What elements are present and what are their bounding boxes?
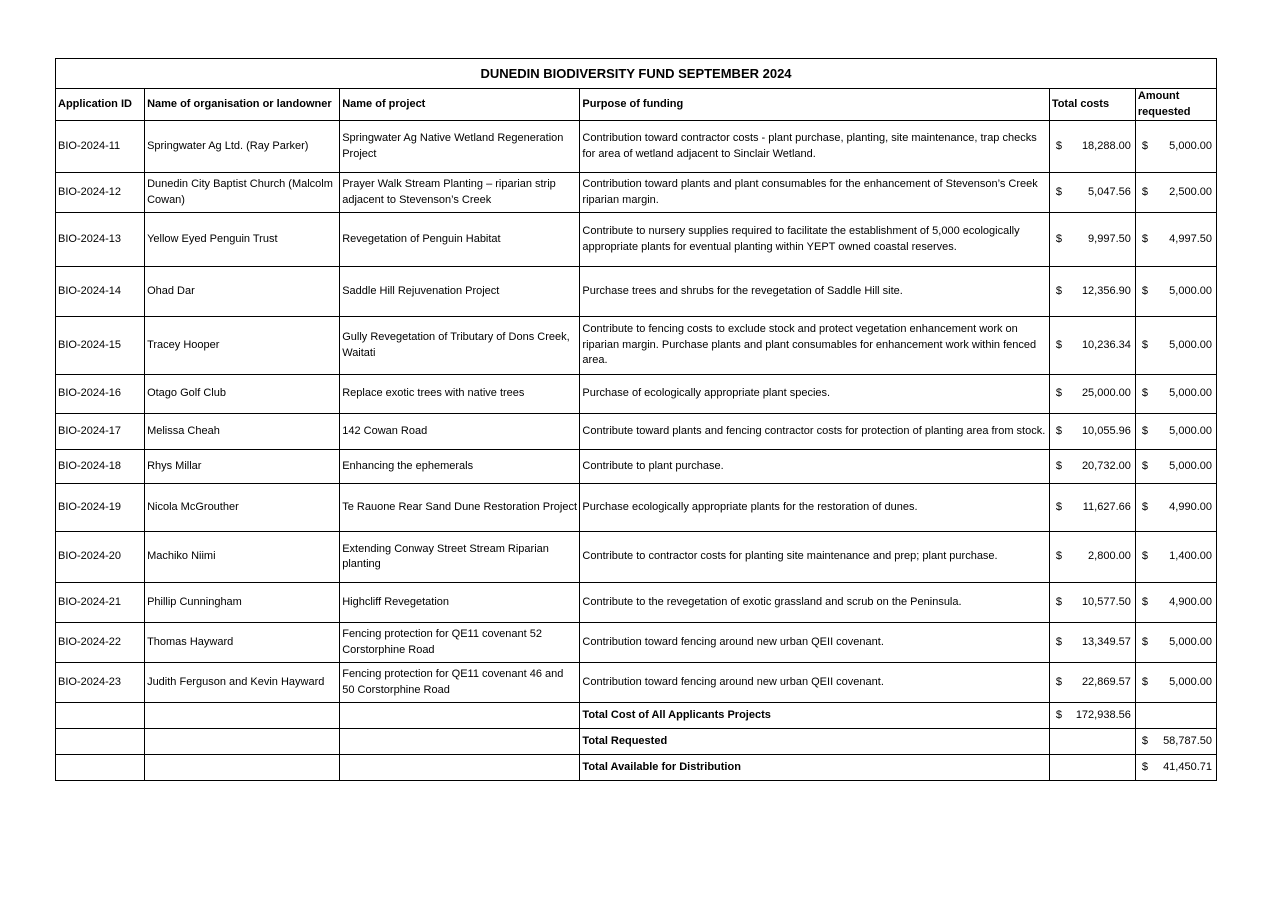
cell-amount-requested bbox=[1135, 375, 1216, 414]
cell-application-id: BIO-2024-11 bbox=[56, 121, 145, 173]
total-requested-row bbox=[56, 729, 1217, 755]
cell-total-costs bbox=[1049, 213, 1135, 267]
header-project: Name of project bbox=[340, 89, 580, 121]
total-value: 25,000.00 bbox=[1081, 387, 1131, 400]
total-available-label: Total Available for Distribution bbox=[580, 755, 1049, 781]
amount-value: 2,500.00 bbox=[1169, 185, 1212, 198]
total-requested-value: 58,787.50 bbox=[1163, 734, 1212, 747]
currency-symbol: $ bbox=[1141, 734, 1148, 747]
cell-organisation: Dunedin City Baptist Church (Malcolm Cowan) bbox=[145, 173, 340, 213]
currency-symbol: $ bbox=[1055, 185, 1062, 198]
amount-value: 4,900.00 bbox=[1169, 595, 1212, 608]
total-available-value: 41,450.71 bbox=[1163, 760, 1212, 773]
total-value: 20,732.00 bbox=[1081, 459, 1131, 472]
funding-table bbox=[55, 58, 1217, 781]
total-requested-label: Total Requested bbox=[580, 729, 1049, 755]
empty-cell bbox=[340, 703, 580, 729]
cell-organisation: Yellow Eyed Penguin Trust bbox=[145, 213, 340, 267]
table-row bbox=[56, 450, 1217, 484]
currency-symbol: $ bbox=[1141, 550, 1148, 563]
cell-purpose: Contribute to contractor costs for planting site maintenance and prep; plant purchase. bbox=[580, 532, 1049, 583]
cell-project: Gully Revegetation of Tributary of Dons Creek, Waitati bbox=[340, 317, 580, 375]
cell-project: Replace exotic trees with native trees bbox=[340, 375, 580, 414]
cell-project: Revegetation of Penguin Habitat bbox=[340, 213, 580, 267]
amount-value: 1,400.00 bbox=[1169, 550, 1212, 563]
currency-symbol: $ bbox=[1141, 424, 1148, 437]
cell-amount-requested bbox=[1135, 532, 1216, 583]
total-cost-value: 172,938.56 bbox=[1075, 708, 1131, 721]
empty-cell bbox=[56, 755, 145, 781]
total-value: 10,236.34 bbox=[1081, 338, 1131, 351]
table-body bbox=[56, 121, 1217, 781]
cell-total-costs bbox=[1049, 663, 1135, 703]
cell-organisation: Nicola McGrouther bbox=[145, 484, 340, 532]
currency-symbol: $ bbox=[1141, 232, 1148, 245]
cell-application-id: BIO-2024-14 bbox=[56, 267, 145, 317]
cell-amount-requested bbox=[1135, 121, 1216, 173]
total-available-row bbox=[56, 755, 1217, 781]
cell-project: 142 Cowan Road bbox=[340, 414, 580, 450]
cell-application-id: BIO-2024-18 bbox=[56, 450, 145, 484]
cell-application-id: BIO-2024-23 bbox=[56, 663, 145, 703]
cell-purpose: Contribute to nursery supplies required to facilitate the establishment of 5,000 ecologically appropriate plants for eventual planting within YEPT owned coastal reserves. bbox=[580, 213, 1049, 267]
empty-cell bbox=[145, 729, 340, 755]
table-row bbox=[56, 663, 1217, 703]
total-value: 12,356.90 bbox=[1081, 284, 1131, 297]
amount-value: 4,990.00 bbox=[1169, 500, 1212, 513]
currency-symbol: $ bbox=[1141, 500, 1148, 513]
cell-project: Fencing protection for QE11 covenant 52 Corstorphine Road bbox=[340, 623, 580, 663]
empty-cell bbox=[56, 729, 145, 755]
currency-symbol: $ bbox=[1141, 760, 1148, 773]
cell-application-id: BIO-2024-15 bbox=[56, 317, 145, 375]
amount-value: 5,000.00 bbox=[1169, 338, 1212, 351]
cell-project: Highcliff Revegetation bbox=[340, 583, 580, 623]
cell-total-costs bbox=[1049, 317, 1135, 375]
cell-organisation: Rhys Millar bbox=[145, 450, 340, 484]
table-row bbox=[56, 267, 1217, 317]
currency-symbol: $ bbox=[1055, 550, 1062, 563]
total-value: 10,577.50 bbox=[1081, 595, 1131, 608]
currency-symbol: $ bbox=[1141, 675, 1148, 688]
amount-value: 5,000.00 bbox=[1169, 387, 1212, 400]
amount-value: 5,000.00 bbox=[1169, 424, 1212, 437]
header-total-costs: Total costs bbox=[1049, 89, 1135, 121]
currency-symbol: $ bbox=[1055, 635, 1062, 648]
header-organisation: Name of organisation or landowner bbox=[145, 89, 340, 121]
currency-symbol: $ bbox=[1141, 635, 1148, 648]
header-purpose: Purpose of funding bbox=[580, 89, 1049, 121]
currency-symbol: $ bbox=[1055, 459, 1062, 472]
total-value: 5,047.56 bbox=[1088, 185, 1131, 198]
cell-organisation: Phillip Cunningham bbox=[145, 583, 340, 623]
amount-value: 5,000.00 bbox=[1169, 675, 1212, 688]
currency-symbol: $ bbox=[1055, 708, 1062, 721]
empty-cell bbox=[1049, 755, 1135, 781]
currency-symbol: $ bbox=[1055, 139, 1062, 152]
cell-purpose: Contribution toward fencing around new urban QEII covenant. bbox=[580, 663, 1049, 703]
table-row bbox=[56, 532, 1217, 583]
cell-total-costs bbox=[1049, 173, 1135, 213]
cell-amount-requested bbox=[1135, 173, 1216, 213]
cell-organisation: Thomas Hayward bbox=[145, 623, 340, 663]
cell-purpose: Contribute to fencing costs to exclude stock and protect vegetation enhancement work on riparian margin. Purchase plants and plant consumables for enhancement work within fenced area. bbox=[580, 317, 1049, 375]
cell-application-id: BIO-2024-17 bbox=[56, 414, 145, 450]
currency-symbol: $ bbox=[1141, 139, 1148, 152]
currency-symbol: $ bbox=[1055, 387, 1062, 400]
cell-total-costs bbox=[1049, 450, 1135, 484]
cell-purpose: Contribution toward fencing around new urban QEII covenant. bbox=[580, 623, 1049, 663]
table-title: DUNEDIN BIODIVERSITY FUND SEPTEMBER 2024 bbox=[56, 59, 1217, 89]
cell-organisation: Tracey Hooper bbox=[145, 317, 340, 375]
cell-purpose: Contribution toward contractor costs - plant purchase, planting, site maintenance, trap checks for area of wetland adjacent to Sinclair Wetland. bbox=[580, 121, 1049, 173]
total-value: 2,800.00 bbox=[1088, 550, 1131, 563]
cell-total-costs bbox=[1049, 267, 1135, 317]
cell-total-costs bbox=[1049, 583, 1135, 623]
cell-amount-requested bbox=[1135, 623, 1216, 663]
empty-cell bbox=[1049, 729, 1135, 755]
empty-cell bbox=[1135, 703, 1216, 729]
cell-application-id: BIO-2024-20 bbox=[56, 532, 145, 583]
total-requested-cell bbox=[1135, 729, 1216, 755]
cell-total-costs bbox=[1049, 484, 1135, 532]
total-value: 10,055.96 bbox=[1081, 424, 1131, 437]
table-row bbox=[56, 173, 1217, 213]
cell-project: Saddle Hill Rejuvenation Project bbox=[340, 267, 580, 317]
cell-purpose: Purchase trees and shrubs for the revegetation of Saddle Hill site. bbox=[580, 267, 1049, 317]
table-row bbox=[56, 484, 1217, 532]
cell-amount-requested bbox=[1135, 663, 1216, 703]
cell-application-id: BIO-2024-21 bbox=[56, 583, 145, 623]
table-row bbox=[56, 583, 1217, 623]
cell-total-costs bbox=[1049, 414, 1135, 450]
cell-amount-requested bbox=[1135, 317, 1216, 375]
cell-project: Springwater Ag Native Wetland Regeneration Project bbox=[340, 121, 580, 173]
table-row bbox=[56, 317, 1217, 375]
amount-value: 5,000.00 bbox=[1169, 459, 1212, 472]
currency-symbol: $ bbox=[1141, 338, 1148, 351]
table-row bbox=[56, 121, 1217, 173]
header-amount-requested: Amount requested bbox=[1135, 89, 1216, 121]
cell-organisation: Otago Golf Club bbox=[145, 375, 340, 414]
cell-application-id: BIO-2024-12 bbox=[56, 173, 145, 213]
amount-value: 5,000.00 bbox=[1169, 139, 1212, 152]
cell-amount-requested bbox=[1135, 213, 1216, 267]
currency-symbol: $ bbox=[1055, 338, 1062, 351]
cell-project: Prayer Walk Stream Planting – riparian strip adjacent to Stevenson’s Creek bbox=[340, 173, 580, 213]
total-cost-row bbox=[56, 703, 1217, 729]
table-row bbox=[56, 623, 1217, 663]
currency-symbol: $ bbox=[1055, 232, 1062, 245]
total-value: 11,627.66 bbox=[1082, 500, 1131, 513]
empty-cell bbox=[145, 755, 340, 781]
total-value: 22,869.57 bbox=[1081, 675, 1131, 688]
amount-value: 5,000.00 bbox=[1169, 284, 1212, 297]
total-cost-cell bbox=[1049, 703, 1135, 729]
cell-project: Enhancing the ephemerals bbox=[340, 450, 580, 484]
cell-amount-requested bbox=[1135, 414, 1216, 450]
cell-amount-requested bbox=[1135, 267, 1216, 317]
currency-symbol: $ bbox=[1055, 500, 1062, 513]
cell-total-costs bbox=[1049, 375, 1135, 414]
currency-symbol: $ bbox=[1055, 675, 1062, 688]
cell-purpose: Purchase of ecologically appropriate plant species. bbox=[580, 375, 1049, 414]
cell-amount-requested bbox=[1135, 583, 1216, 623]
cell-application-id: BIO-2024-19 bbox=[56, 484, 145, 532]
cell-total-costs bbox=[1049, 532, 1135, 583]
cell-amount-requested bbox=[1135, 450, 1216, 484]
empty-cell bbox=[340, 755, 580, 781]
empty-cell bbox=[56, 703, 145, 729]
cell-total-costs bbox=[1049, 623, 1135, 663]
cell-organisation: Springwater Ag Ltd. (Ray Parker) bbox=[145, 121, 340, 173]
currency-symbol: $ bbox=[1141, 185, 1148, 198]
cell-project: Fencing protection for QE11 covenant 46 and 50 Corstorphine Road bbox=[340, 663, 580, 703]
cell-purpose: Contribute toward plants and fencing contractor costs for protection of planting area from stock. bbox=[580, 414, 1049, 450]
amount-value: 5,000.00 bbox=[1169, 635, 1212, 648]
currency-symbol: $ bbox=[1055, 284, 1062, 297]
table-row bbox=[56, 414, 1217, 450]
cell-organisation: Machiko Niimi bbox=[145, 532, 340, 583]
cell-purpose: Purchase ecologically appropriate plants for the restoration of dunes. bbox=[580, 484, 1049, 532]
total-value: 9,997.50 bbox=[1088, 232, 1131, 245]
cell-application-id: BIO-2024-22 bbox=[56, 623, 145, 663]
header-application-id: Application ID bbox=[56, 89, 145, 121]
cell-total-costs bbox=[1049, 121, 1135, 173]
cell-amount-requested bbox=[1135, 484, 1216, 532]
cell-purpose: Contribute to the revegetation of exotic grassland and scrub on the Peninsula. bbox=[580, 583, 1049, 623]
cell-project: Extending Conway Street Stream Riparian planting bbox=[340, 532, 580, 583]
cell-organisation: Ohad Dar bbox=[145, 267, 340, 317]
empty-cell bbox=[145, 703, 340, 729]
table-row bbox=[56, 375, 1217, 414]
cell-purpose: Contribution toward plants and plant consumables for the enhancement of Stevenson’s Creek riparian margin. bbox=[580, 173, 1049, 213]
total-value: 18,288.00 bbox=[1081, 139, 1131, 152]
currency-symbol: $ bbox=[1141, 387, 1148, 400]
currency-symbol: $ bbox=[1141, 284, 1148, 297]
cell-organisation: Melissa Cheah bbox=[145, 414, 340, 450]
table-row bbox=[56, 213, 1217, 267]
cell-application-id: BIO-2024-16 bbox=[56, 375, 145, 414]
total-cost-label: Total Cost of All Applicants Projects bbox=[580, 703, 1049, 729]
currency-symbol: $ bbox=[1141, 459, 1148, 472]
empty-cell bbox=[340, 729, 580, 755]
header-row bbox=[56, 89, 1217, 121]
total-value: 13,349.57 bbox=[1081, 635, 1131, 648]
cell-organisation: Judith Ferguson and Kevin Hayward bbox=[145, 663, 340, 703]
amount-value: 4,997.50 bbox=[1169, 232, 1212, 245]
cell-purpose: Contribute to plant purchase. bbox=[580, 450, 1049, 484]
currency-symbol: $ bbox=[1055, 595, 1062, 608]
cell-project: Te Rauone Rear Sand Dune Restoration Project bbox=[340, 484, 580, 532]
currency-symbol: $ bbox=[1055, 424, 1062, 437]
cell-application-id: BIO-2024-13 bbox=[56, 213, 145, 267]
total-available-cell bbox=[1135, 755, 1216, 781]
currency-symbol: $ bbox=[1141, 595, 1148, 608]
funding-sheet bbox=[55, 58, 1217, 781]
